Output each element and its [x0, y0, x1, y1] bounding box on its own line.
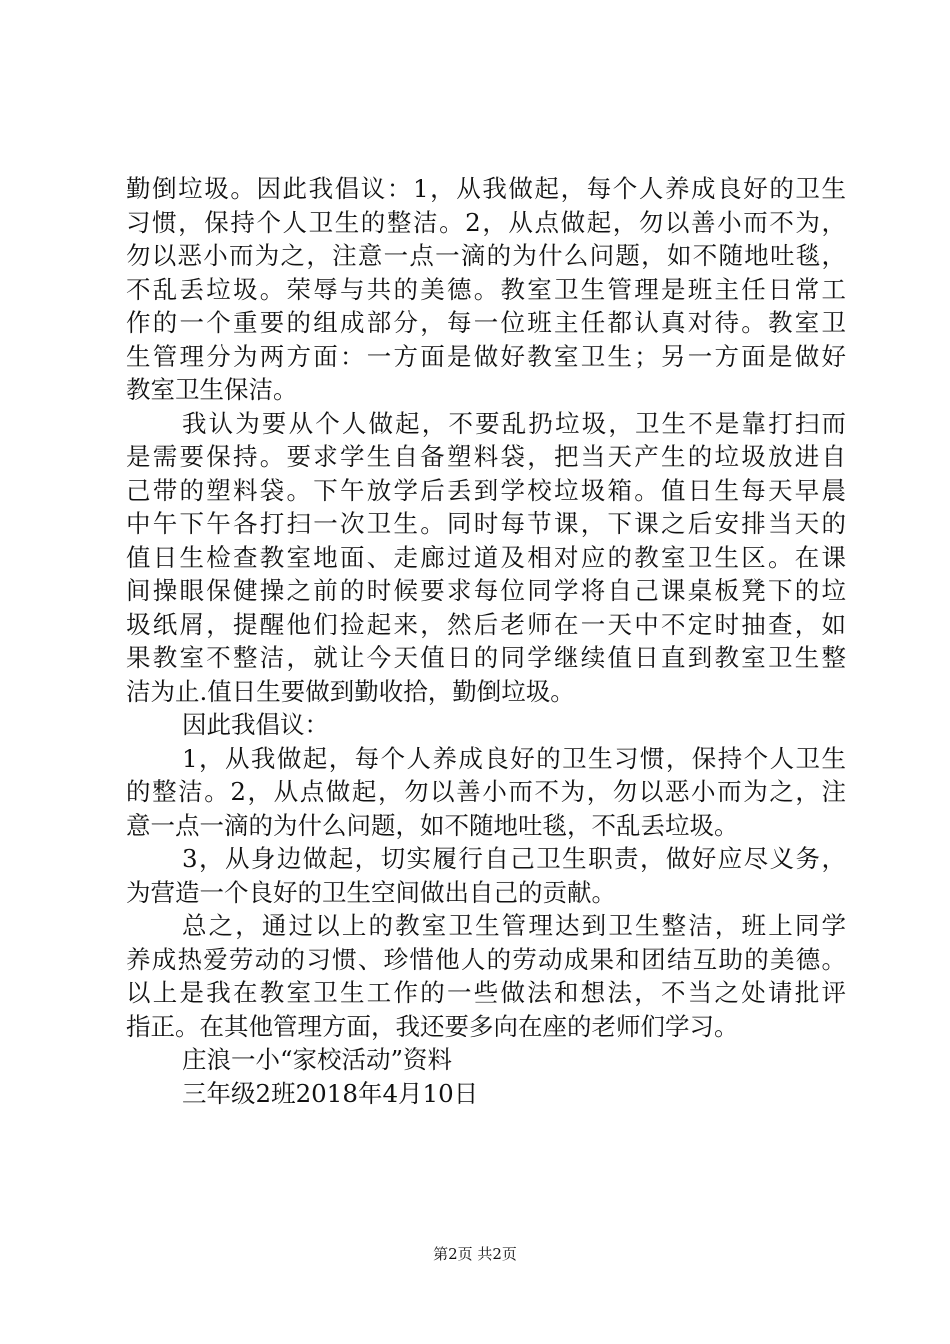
text-line: 勤倒垃圾。因此我倡议：1，从我做起，每个人养成良好的卫生 [126, 174, 846, 203]
paragraph [126, 842, 846, 909]
text-line: 意一点一滴的为什么问题，如不随地吐毯，不乱丢垃圾。 [126, 810, 739, 840]
paragraph [126, 742, 846, 843]
text-line: 的整洁。2，从点做起，勿以善小而不为，勿以恶小而为之，注 [126, 777, 846, 806]
text-line: 养成热爱劳动的习惯、珍惜他人的劳动成果和团结互助的美德。 [126, 944, 846, 974]
text-line: 值日生检查教室地面、走廊过道及相对应的教室卫生区。在课 [126, 542, 846, 572]
text-line: 因此我倡议： [182, 710, 329, 739]
text-line: 指正。在其他管理方面，我还要多向在座的老师们学习。 [126, 1011, 739, 1041]
text-line: 三年级2班2018年4月10日 [182, 1078, 479, 1108]
paragraph [126, 909, 846, 1043]
text-line: 总之，通过以上的教室卫生管理达到卫生整洁，班上同学 [182, 911, 846, 940]
text-line: 以上是我在教室卫生工作的一些做法和想法，不当之处请批评 [126, 978, 846, 1007]
text-line: 作的一个重要的组成部分，每一位班主任都认真对待。教室卫 [126, 308, 846, 337]
page-footer: 第2页 共2页 [433, 1245, 517, 1263]
text-line: 3，从身边做起，切实履行自己卫生职责，做好应尽义务， [182, 844, 846, 873]
text-line: 中午下午各打扫一次卫生。同时每节课，下课之后安排当天的 [126, 509, 846, 538]
text-line: 己带的塑料袋。下午放学后丢到学校垃圾箱。值日生每天早晨 [126, 475, 846, 505]
text-line: 生管理分为两方面：一方面是做好教室卫生；另一方面是做好 [126, 341, 846, 371]
text-line: 我认为要从个人做起，不要乱扔垃圾，卫生不是靠打扫而 [182, 408, 846, 438]
paragraph [126, 407, 846, 709]
text-line: 为营造一个良好的卫生空间做出自己的贡献。 [126, 877, 616, 907]
text-line: 不乱丢垃圾。荣辱与共的美德。教室卫生管理是班主任日常工 [126, 274, 846, 304]
paragraph [126, 708, 846, 742]
text-line: 1，从我做起，每个人养成良好的卫生习惯，保持个人卫生 [182, 743, 846, 773]
text-line: 是需要保持。要求学生自备塑料袋，把当天产生的垃圾放进自 [126, 442, 846, 471]
paragraph [126, 172, 846, 407]
text-line: 勿以恶小而为之，注意一点一滴的为什么问题，如不随地吐毯， [126, 241, 846, 270]
text-line: 间操眼保健操之前的时候要求每位同学将自己课桌板凳下的垃 [126, 576, 846, 605]
paragraph [126, 1043, 846, 1077]
text-line: 庄浪一小“家校活动”资料 [182, 1045, 453, 1074]
text-line: 习惯，保持个人卫生的整洁。2，从点做起，勿以善小而不为， [126, 207, 846, 237]
paragraph [126, 1077, 846, 1111]
text-line: 教室卫生保洁。 [126, 375, 298, 404]
text-line: 果教室不整洁，就让今天值日的同学继续值日直到教室卫生整 [126, 643, 846, 672]
text-line: 圾纸屑，提醒他们捡起来，然后老师在一天中不定时抽查，如 [126, 609, 846, 639]
text-line: 洁为止.值日生要做到勤收拾，勤倒垃圾。 [126, 676, 575, 706]
document-body [126, 172, 846, 1110]
